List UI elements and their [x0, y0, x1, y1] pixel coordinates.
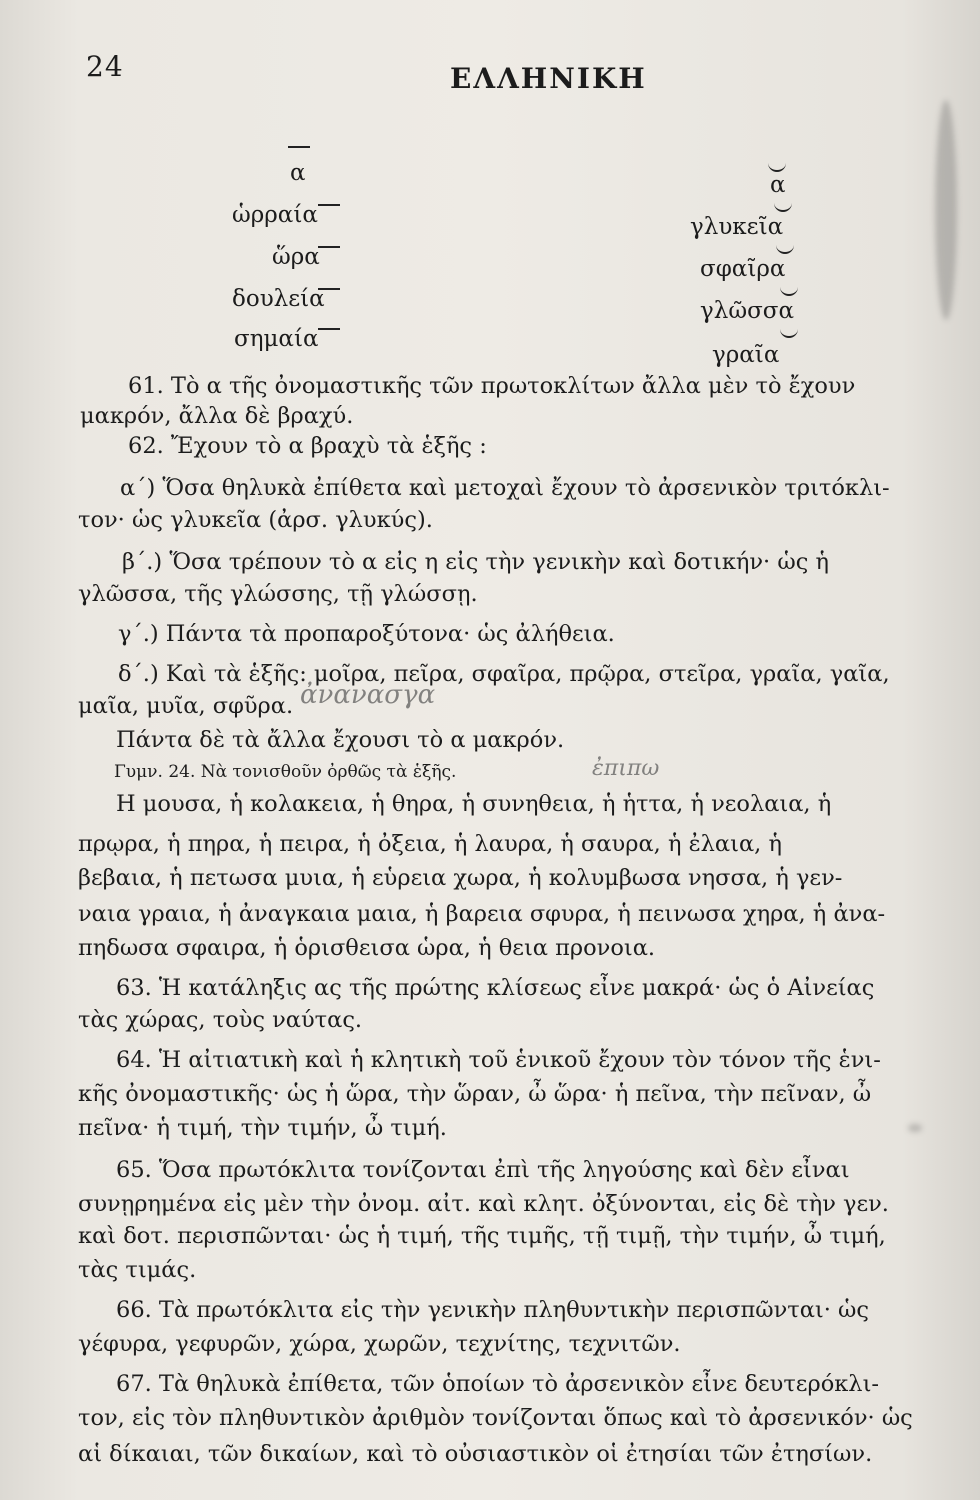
text-line: 65. Ὅσα πρωτόκλιτα τονίζονται ἐπὶ τῆς ληγούσης καὶ δὲν εἶναι	[116, 1157, 850, 1183]
text-line: 66. Τὰ πρωτόκλιτα εἰς τὴν γενικὴν πληθυντικὴν περισπῶνται· ὡς	[116, 1297, 870, 1323]
text-line: α΄) Ὅσα θηλυκὰ ἐπίθετα καὶ μετοχαὶ ἔχουν τὸ ἀρσενικὸν τριτόκλι-	[120, 475, 890, 501]
text-line: γ΄.) Πάντα τὰ προπαροξύτονα· ὡς ἀλήθεια.	[118, 621, 615, 647]
text-line: πηδωσα σφαιρα, ἡ ὁρισθεισα ὡρα, ἡ θεια προνοια.	[78, 935, 656, 961]
breve-mark	[780, 284, 798, 296]
text-line: Πάντα δὲ τὰ ἄλλα ἔχουσι τὸ α μακρόν.	[116, 727, 565, 753]
text-line: μακρόν, ἄλλα δὲ βραχύ.	[80, 403, 354, 429]
right-example-1: α	[770, 172, 786, 198]
text-line: πρῳρα, ἡ πηρα, ἡ πειρα, ἡ ὀξεια, ἡ λαυρα, ἡ σαυρα, ἡ ἐλαια, ἡ	[78, 831, 782, 857]
right-example-5: γραῖα	[712, 342, 780, 368]
text-line: συνῃρημένα εἰς μὲν τὴν ὀνομ. αἰτ. καὶ κλητ. ὀξύνονται, εἰς δὲ τὴν γεν.	[78, 1191, 889, 1217]
page-stain	[935, 100, 957, 320]
left-example-5: σημαία	[234, 326, 319, 352]
left-example-2: ὡρραία	[232, 202, 318, 228]
macron-mark	[318, 328, 340, 330]
left-example-4: δουλεία	[232, 286, 325, 312]
text-line: μαῖα, μυῖα, σφῦρα.	[78, 693, 294, 719]
text-line: γλῶσσα, τῆς γλώσσης, τῇ γλώσσῃ.	[78, 581, 478, 607]
text-line: τὰς χώρας, τοὺς ναύτας.	[78, 1007, 363, 1033]
text-line: Η μουσα, ἡ κολακεια, ἡ θηρα, ἡ συνηθεια, ἡ ἡττα, ἡ νεολαια, ἡ	[116, 791, 832, 817]
breve-mark	[780, 326, 798, 338]
text-line: 63. Ἡ κατάληξις ας τῆς πρώτης κλίσεως εἶνε μακρά· ὡς ὁ Αἰνείας	[116, 975, 875, 1001]
text-line: αἱ δίκαιαι, τῶν δικαίων, καὶ τὸ οὐσιαστικὸν οἱ ἐτησίαι τῶν ἐτησίων.	[78, 1441, 873, 1467]
text-line: ναια γραια, ἡ ἀναγκαια μαια, ἡ βαρεια σφυρα, ἡ πεινωσα χηρα, ἡ ἀνα-	[78, 901, 886, 927]
right-example-2: γλυκεῖα	[690, 214, 784, 240]
breve-mark	[776, 242, 794, 254]
left-example-1: α	[290, 160, 306, 186]
text-line: κῆς ὀνομαστικῆς· ὡς ἡ ὥρα, τὴν ὥραν, ὦ ὥρα· ἡ πεῖνα, τὴν πεῖναν, ὦ	[78, 1081, 872, 1107]
right-example-3: σφαῖρα	[700, 256, 786, 282]
text-line: β΄.) Ὅσα τρέπουν τὸ α εἰς η εἰς τὴν γενικὴν καὶ δοτικήν· ὡς ἡ	[122, 549, 829, 575]
exercise-heading: Γυμν. 24. Νὰ τονισθοῦν ὀρθῶς τὰ ἑξῆς.	[114, 762, 457, 782]
handwritten-note: ἐπιπω	[592, 756, 660, 781]
left-example-3: ὥρα	[272, 244, 320, 270]
text-line: πεῖνα· ἡ τιμή, τὴν τιμήν, ὦ τιμή.	[78, 1115, 447, 1141]
text-line: 67. Τὰ θηλυκὰ ἐπίθετα, τῶν ὁποίων τὸ ἀρσενικὸν εἶνε δευτερόκλι-	[116, 1371, 879, 1397]
text-line: δ΄.) Καὶ τὰ ἑξῆς: μοῖρα, πεῖρα, σφαῖρα, πρῷρα, στεῖρα, γραῖα, γαῖα,	[118, 661, 890, 687]
text-line: 62. Ἔχουν τὸ α βραχὺ τὰ ἑξῆς :	[128, 433, 487, 459]
text-line: 64. Ἡ αἰτιατικὴ καὶ ἡ κλητικὴ τοῦ ἑνικοῦ ἔχουν τὸν τόνον τῆς ἑνι-	[116, 1047, 881, 1073]
text-line: τον, εἰς τὸν πληθυντικὸν ἀριθμὸν τονίζονται ὅπως καὶ τὸ ἀρσενικόν· ὡς	[78, 1405, 913, 1431]
text-line: τον· ὡς γλυκεῖα (ἀρσ. γλυκύς).	[78, 507, 433, 533]
ink-spot	[908, 1124, 922, 1132]
macron-mark	[318, 204, 340, 206]
breve-mark	[768, 160, 786, 172]
macron-mark	[318, 246, 340, 248]
handwritten-note: ἀνανασγα	[300, 680, 436, 710]
text-line: 61. Τὸ α τῆς ὀνομαστικῆς τῶν πρωτοκλίτων ἄλλα μὲν τὸ ἔχουν	[128, 373, 856, 399]
page-number: 24	[86, 50, 124, 83]
text-line: γέφυρα, γεφυρῶν, χώρα, χωρῶν, τεχνίτης, τεχνιτῶν.	[78, 1331, 681, 1357]
running-head: ΕΛΛΗΝΙΚΗ	[450, 62, 647, 95]
text-line: καὶ δοτ. περισπῶνται· ὡς ἡ τιμή, τῆς τιμῆς, τῇ τιμῇ, τὴν τιμήν, ὦ τιμή,	[78, 1223, 886, 1249]
text-line: βεβαια, ἡ πετωσα μυια, ἡ εὑρεια χωρα, ἡ κολυμβωσα νησσα, ἡ γεν-	[78, 865, 843, 891]
breve-mark	[774, 200, 792, 212]
text-line: τὰς τιμάς.	[78, 1257, 197, 1283]
right-example-4: γλῶσσα	[700, 298, 795, 324]
macron-mark	[288, 146, 310, 148]
